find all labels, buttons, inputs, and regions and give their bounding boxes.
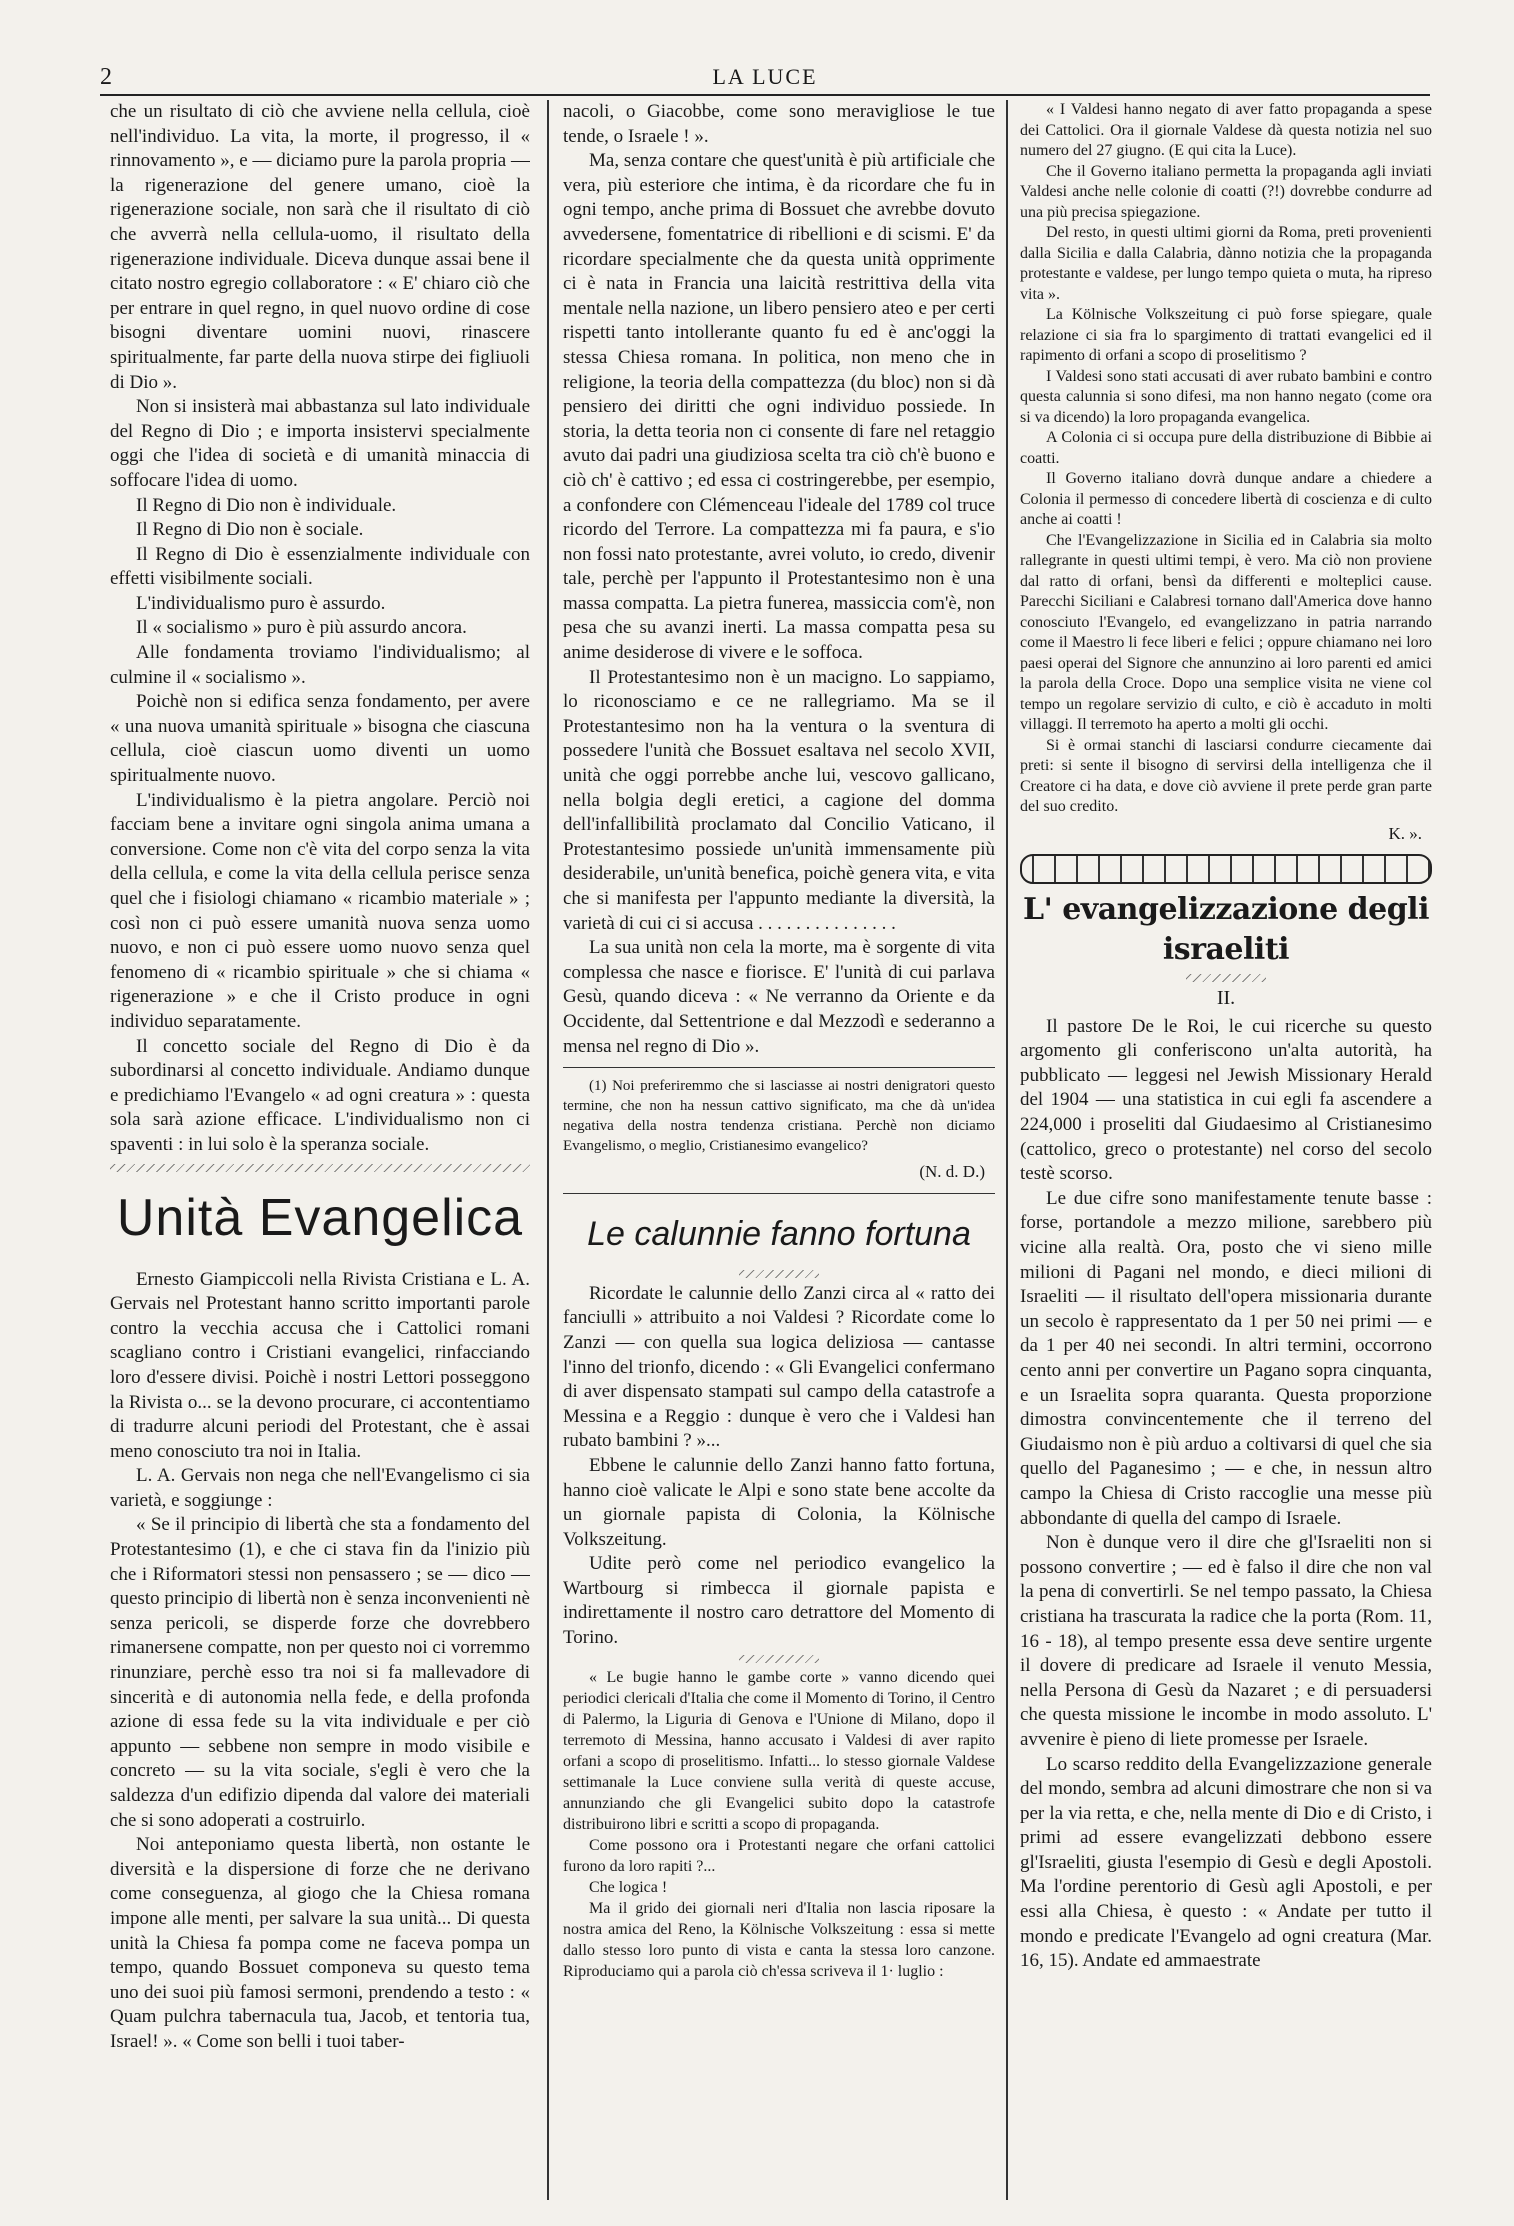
paragraph: Il Regno di Dio non è sociale.	[136, 519, 364, 541]
paragraph: Ebbene le calunnie dello Zanzi hanno fatto fortuna, hanno cioè valicate le Alpi e sono state bene accolte da un giornale papista di Colonia, la Kölnische Volkszeitung.	[563, 1454, 995, 1550]
paragraph: Il concetto sociale del Regno di Dio è da subordinarsi al concetto individuale. Andiamo dunque e predichiamo l'Evangelo « ad ogni creatura » : questa sola sarà azione efficace. L'individualismo non ci spaventi : in lui solo è la speranza sociale.	[110, 1035, 530, 1155]
header-rule	[100, 94, 1430, 96]
paragraph: La sua unità non cela la morte, ma è sorgente di vita complessa che nasce e fiorisce. E' l'unità di cui parlava Gesù, quando diceva : « Ne verranno da Oriente e da Occidente, dal Settentrione e dal Mezzodì e sederanno a mensa nel regno di Dio ».	[563, 937, 995, 1057]
quote-signature: K. ».	[1388, 823, 1422, 843]
paragraph: L'individualismo è la pietra angolare. Perciò noi facciam bene a invitare ogni singola anima umana a conversione. Come non c'è vita del corpo senza la vita della cellula, e come la vita della cellula perisce senza quel che i fisiologi chiamano « ricambio materiale » ; così non ci può essere umanità nuova senza uomo nuovo, e non ci può essere uomo nuovo senza quel fenomeno di « ricambio spirituale » che si chiama « rigenerazione » e che il Cristo produce in ogni individuo separatamente.	[110, 789, 530, 1032]
section-rule	[563, 1193, 995, 1194]
quote-paragraph: I Valdesi sono stati accusati di aver rubato bambini e contro questa calunnia si sono difesi, ma non hanno negato (come ora si va dicendo) la loro propaganda evangelica.	[1020, 367, 1432, 426]
paragraph: Ernesto Giampiccoli nella Rivista Cristiana e L. A. Gervais nel Protestant hanno scritto importanti parole contro la vecchia accusa che i Cattolici romani scagliano contro i Cristiani evangelici, rinfacciando loro d'essere divisi. Poichè i nostri Lettori posseggono la Rivista o... se la devono procurare, ci accontentiamo di tradurre alcuni periodi del Protestant, che è assai meno conosciuto tra noi in Italia.	[110, 1268, 530, 1462]
section-divider	[110, 1164, 530, 1172]
ornamental-border	[1020, 854, 1432, 884]
quote-paragraph: Del resto, in questi ultimi giorni da Roma, preti provenienti dalla Sicilia e dalla Calabria, dànno notizia che la propaganda protestante e valdese, per lungo tempo quieta o muta, ha ripreso vita ».	[1020, 224, 1432, 303]
paragraph: Il « socialismo » puro è più assurdo ancora.	[136, 617, 467, 639]
title-underline	[1186, 974, 1266, 982]
article-title-calunnie: Le calunnie fanno fortuna	[587, 1214, 971, 1253]
quote-paragraph: Che l'Evangelizzazione in Sicilia ed in Calabria sia molto rallegrante in questi ultimi tempi, è vero. Ma ciò non proviene dal ratto di orfani, bensì da differenti e molteplici cause. Parecchi Siciliani e Calabresi tornano dall'America dove hanno conosciuto l'Evangelo, ed evangelizzano in patria narrando come il Maestro li fece liberi e felici ; oppure chiamano nei loro paesi operai del Signore che annunzino ai loro parenti ed amici la parola della Croce. Dopo una semplice visita ne viene col tempo un regolare servizio di culto, e ciò è accaduto in molti villaggi. Il terremoto ha aperto a molti gli occhi.	[1020, 531, 1432, 733]
title-underline	[739, 1270, 819, 1278]
paragraph: Ma, senza contare che quest'unità è più artificiale che vera, più esteriore che intima, è da ricordare che fu in ogni tempo, anche prima di Bossuet che avrebbe dovuto avvedersene, fomentatrice di ribellioni e di scismi. E' da ricordare specialmente che da questa unità opprimente ci è nata in Francia una laicità restrittiva della vita mentale nella nazione, un libero pensiero ateo e per certi rispetti tanto intollerante quanto fu ed è anc'oggi la stessa Chiesa romana. In politica, non meno che in religione, la teoria della compattezza (du bloc) non si dà pensiero dei diritti che ogni individuo possiede. In storia, la detta teoria non ci consente di fare nel retaggio avuto dai padri una giudiziosa scelta tra ciò ch'è buono e ciò ch' è cattivo ; ed essa ci costringerebbe, per esempio, a confondere con Clémenceau l'ideale del 1789 col truce ricordo del Terrore. La compattezza mi fa paura, e s'io non fossi nato protestante, avrei voluto, io credo, divenir tale, perchè per l'appunto il Protestantesimo non è una massa compatta. La pietra funerea, massiccia com'è, non pesa che su avanzi inerti. La massa compatta pesa su anime desiderose di vivere e le soffoca.	[563, 150, 995, 664]
paragraph: L. A. Gervais non nega che nell'Evangelismo ci sia varietà, e soggiunge :	[110, 1465, 530, 1511]
quote-paragraph: « Le bugie hanno le gambe corte » vanno dicendo quei periodici clericali d'Italia che come il Momento di Torino, il Centro di Palermo, la Liguria di Genova e l'Unione di Milano, dopo il terremoto di Messina, hanno accusato i Valdesi di aver rapito orfani a scopo di proselitismo. Infatti... lo stesso giornale Valdese settimanale la Luce conviene sulla verità di queste accuse, annunziando che gli Evangelici subito dopo la catastrofe distribuirono libri e scritti a scopo di propaganda.	[563, 1668, 995, 1833]
paragraph: che un risultato di ciò che avviene nella cellula, cioè nell'individuo. La vita, la morte, il progresso, il « rinnovamento », e — diciamo pure la parola propria — la rigenerazione del genere umano, cioè la rigenerazione sociale, non sarà che il risultato di ciò che avverrà nella cellula-uomo, il risultato della rigenerazione individuale. Diceva dunque assai bene il citato nostro egregio collaboratore : « E' chiaro ciò che per entrare in quel regno, in quel nuovo ordine di cose bisogni diventare uomini nuovi, rinascere spiritualmente, far parte della nuova stirpe dei figliuoli di Dio ».	[110, 101, 530, 393]
quote-paragraph: Il Governo italiano dovrà dunque andare a chiedere a Colonia il permesso di concedere libertà di coscienza e di culto anche ai coatti !	[1020, 470, 1432, 528]
paragraph: nacoli, o Giacobbe, come sono meravigliose le tue tende, o Israele ! ».	[563, 101, 995, 147]
article-title-unita-evangelica: Unità Evangelica	[116, 1188, 524, 1247]
quote-paragraph: La Kölnische Volkszeitung ci può forse spiegare, quale relazione ci sia fra lo spargimento di trattati evangelici ed il rapimento di orfani a scopo di proselitismo ?	[1020, 306, 1432, 364]
paragraph: L'individualismo puro è assurdo.	[136, 592, 386, 614]
paragraph: Il pastore De le Roi, le cui ricerche su questo argomento gli conferiscono un'alta autorità, ha pubblicato — leggesi nel Jewish Missionary Herald del 1904 — una statistica in cui egli fa ascendere a 224,000 i proseliti dal Giudaesimo al Cristianesimo (cattolico, greco o protestante) nel corso del secolo testè scorso.	[1020, 1015, 1432, 1185]
article-title-evangelizzazione: L' evangelizzazione degli israeliti	[1023, 892, 1429, 968]
paragraph: Noi anteponiamo questa libertà, non ostante le diversità e la dispersione di forze che ne derivano come conseguenza, al giogo che la Chiesa romana impone alle menti, per salvare la sua unità... Di questa unità la Chiesa fa pompa come ne faceva pompa un tempo, quando Bossuet componeva su questo tema uno dei suoi più famosi sermoni, prendendo a testo : « Quam pulchra tabernacula tua, Jacob, et tentoria tua, Israel! ». « Come son belli i tuoi taber-	[110, 1834, 530, 2052]
paragraph: Le due cifre sono manifestamente tenute basse : forse, portandole a mezzo milione, sarebbero più vicine alla realtà. Ora, posto che vi sieno mille milioni di Pagani nel mondo, e dieci milioni di Israeliti — il risultato dell'opera missionaria durante un secolo è rappresentato da 1 per 50 nei primi — e da 1 per 40 nei secondi. In altri termini, occorrono cento anni per convertire un Pagano sopra cinquanta, e un Israelita sopra quaranta. Questa proporzione dimostra convincentemente che il terreno del Giudaismo non è più arduo a coltivarsi di quel che sia quello del Paganesimo ; — e che, in nessun altro campo la Chiesa di Cristo raccoglie una messe più abbondante di quella del campo di Israele.	[1020, 1187, 1432, 1529]
paragraph: « Se il principio di libertà che sta a fondamento del Protestantesimo (1), e che ci stava fin da l'inizio più che i Riformatori stessi non pensassero ; se — dico — questo principio di libertà non è senza inconvenienti nè senza pericoli, se disperde forze che dovrebbero rimanersene compatte, non per questo noi ci vorremmo rinunziare, perchè esso tra noi si fa mallevadore di sincerità e di autonomia nella fede, e della profonda azione di essa fede su la vita individuale e per ciò appunto — sebbene non sempre in modo visibile e concreto — su la vita sociale, s'egli è vero che la saldezza d'un edifizio dipenda dal valore dei materiali che si sono adoperati a costruirlo.	[110, 1514, 530, 1831]
footnote-signature: (N. d. D.)	[919, 1162, 985, 1182]
paragraph: Udite però come nel periodico evangelico la Wartbourg si rimbecca il giornale papista e indirettamente il nostro caro detrattore del Momento di Torino.	[563, 1553, 995, 1649]
quote-paragraph: A Colonia ci si occupa pure della distribuzione di Bibbie ai coatti.	[1020, 429, 1432, 467]
column-1	[110, 100, 530, 2190]
quote-paragraph: Come possono ora i Protestanti negare che orfani cattolici furono da loro rapiti ?...	[563, 1836, 995, 1875]
quote-paragraph: Che il Governo italiano permetta la propaganda agli inviati Valdesi anche nelle colonie di coatti (?!) dovrebbe condurre ad una più precisa spiegazione.	[1020, 162, 1432, 221]
paragraph: Alle fondamenta troviamo l'individualismo; al culmine il « socialismo ».	[110, 642, 530, 688]
part-number: II.	[1216, 987, 1236, 1010]
quote-paragraph: « I Valdesi hanno negato di aver fatto propaganda a spese dei Cattolici. Ora il giornale Valdese dà questa notizia nel suo numero del 27 giugno. (E qui cita la Luce).	[1020, 101, 1432, 159]
column-divider-1	[547, 100, 549, 2200]
quote-divider	[739, 1655, 819, 1663]
quote-paragraph: Ma il grido dei giornali neri d'Italia non lascia riposare la nostra amica del Reno, la Kölnische Volkszeitung : essa si mette dallo stesso loro punto di vista e canta la stessa loro canzone. Riproduciamo qui a parola ciò ch'essa scriveva il 1· luglio :	[563, 1899, 995, 1980]
paragraph: Non è dunque vero il dire che gl'Israeliti non si possono convertire ; — ed è falso il dire che non val la pena di convertirli. Se nel tempo passato, la Chiesa cristiana ha trascurata la radice che la porta (Rom. 11, 16 - 18), al tempo presente essa deve sentire urgente il dovere di predicare ad Israele il venuto Messia, nella Persona di Gesù da Nazaret ; e di persuadersi che questa missione le incombe in modo assoluto. L' avvenire è pieno di liete promesse per Israele.	[1020, 1532, 1432, 1750]
footnote-rule	[563, 1067, 995, 1068]
paragraph: Il Regno di Dio non è individuale.	[136, 494, 397, 516]
page-number: 2	[100, 64, 112, 90]
paragraph: Il Protestantesimo non è un macigno. Lo sappiamo, lo riconosciamo e ce ne rallegriamo. Ma se il Protestantesimo non ha la ventura o la sventura di possedere l'unità che Bossuet esaltava nel secolo XVII, unità che oggi porrebbe anche lui, vescovo gallicano, nella bolgia degli eretici, a cagione del domma dell'infallibilità proclamato dal Concilio Vaticano, il Protestantesimo possiede un'unità immensamente più desiderabile, un'unità benefica, poichè genera vita, e vita che si manifesta per l'appunto mediante la diversità, la varietà di cui ci si accusa . . . . . . . . . . . . . . .	[563, 666, 995, 934]
footnote: (1) Noi preferiremmo che si lasciasse ai nostri denigratori questo termine, che non ha nessun cattivo significato, ma che dà un'idea negativa della nostra tendenza cristiana. Perchè non diciamo Evangelismo, o meglio, Cristianesimo evangelico?	[563, 1078, 995, 1155]
column-3	[1020, 100, 1432, 2190]
quote-paragraph: Si è ormai stanchi di lasciarsi condurre ciecamente dai preti: si sente il bisogno di servirsi della intelligenza che il Creatore ci ha data, e dove ciò avviene il prete perde gran parte del suo credito.	[1020, 736, 1432, 815]
paragraph: Il Regno di Dio è essenzialmente individuale con effetti visibilmente sociali.	[110, 543, 530, 590]
masthead: LA LUCE	[712, 64, 818, 89]
column-divider-2	[1006, 100, 1008, 2200]
quote-paragraph: Che logica !	[589, 1878, 668, 1896]
paragraph: Non si insisterà mai abbastanza sul lato individuale del Regno di Dio ; e importa insistervi specialmente oggi che l'idea di società e di umanità minaccia di soffocare l'idea di uomo.	[110, 396, 530, 491]
paragraph: Lo scarso reddito della Evangelizzazione generale del mondo, sembra ad alcuni dimostrare che non si va per la via retta, e che, nella mente di Dio e di Cristo, i primi ad essere evangelizzati debbono essere gl'Israeliti, giusta l'esempio di Gesù e degli Apostoli. Ma l'ordine perentorio di Gesù agli Apostoli, e per essi alla Chiesa, è questo : « Andate per tutto il mondo e predicate l'Evangelo ad ogni creatura (Mar. 16, 15). Andate ed ammaestrate	[1020, 1753, 1432, 1972]
paragraph: Poichè non si edifica senza fondamento, per avere « una nuova umanità spirituale » bisogna che ciascuna cellula, cioè ciascun uomo diventi un uomo spiritualmente nuovo.	[110, 691, 530, 787]
paragraph: Ricordate le calunnie dello Zanzi circa al « ratto dei fanciulli » attribuito a noi Valdesi ? Ricordate come lo Zanzi — con quella sua logica deliziosa — cantasse l'inno del trionfo, dicendo : « Gli Evangelici confermano di aver dispensato stampati sul campo della catastrofe a Messina e a Reggio : dunque è vero che i Valdesi han rubato bambini ? »...	[563, 1282, 995, 1452]
column-2	[563, 100, 995, 2190]
